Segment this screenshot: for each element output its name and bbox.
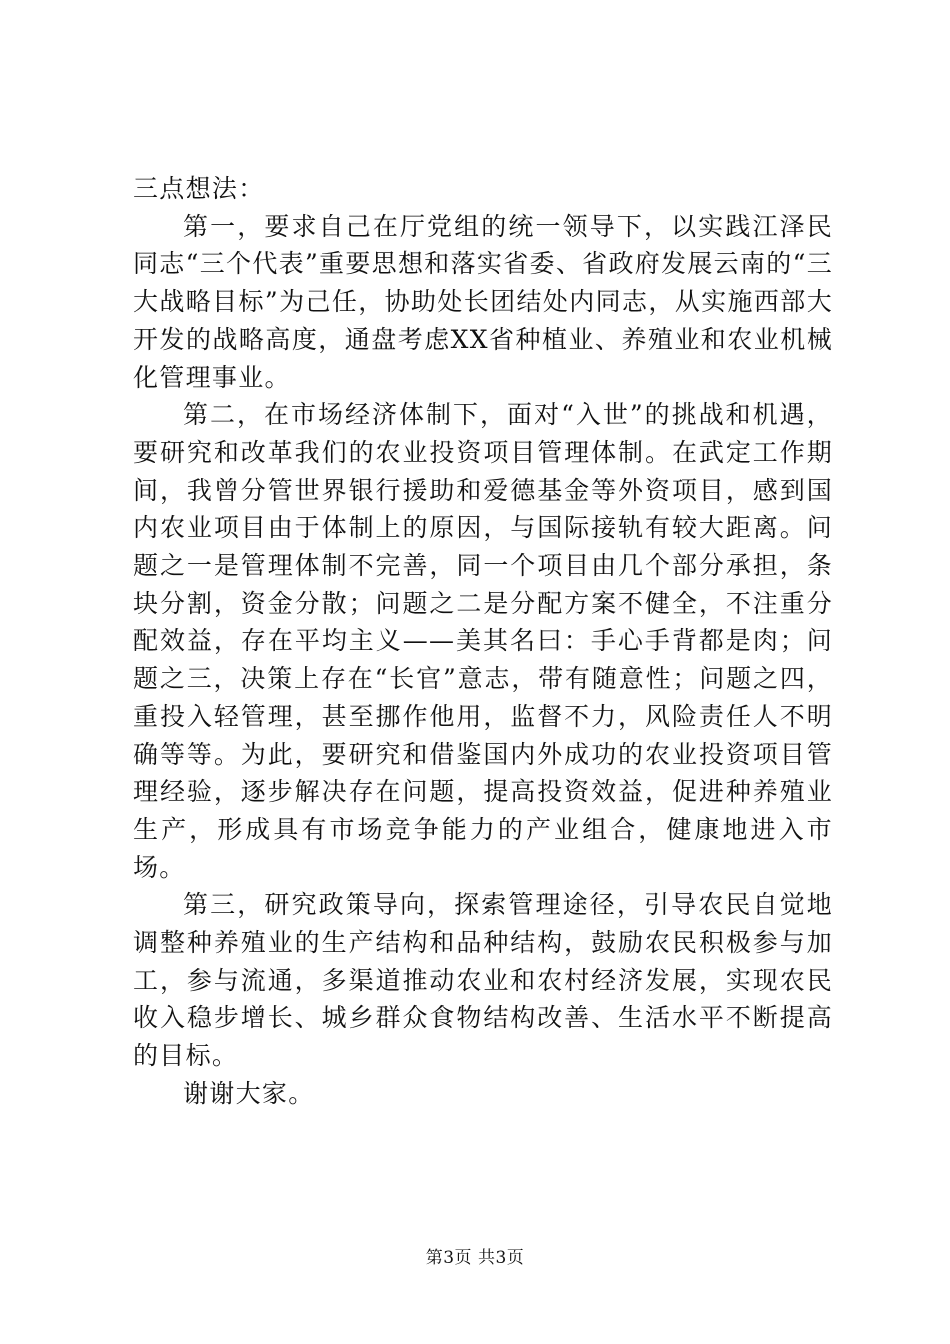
paragraph-first: 第一，要求自己在厅党组的统一领导下，以实践江泽民同志“三个代表”重要思想和落实省委、省政府发展云南的“三大战略目标”为己任，协助处长团结处内同志，从实施西部大开发的战略高度，通盘考虑XX省种植业、养殖业和农业机械化管理事业。	[133, 211, 833, 392]
closing-thanks: 谢谢大家。	[183, 1078, 315, 1108]
paragraph-second: 第二，在市场经济体制下，面对“入世”的挑战和机遇，要研究和改革我们的农业投资项目管理体制。在武定工作期间，我曾分管世界银行援助和爱德基金等外资项目，感到国内农业项目由于体制上的原因，与国际接轨有较大距离。问题之一是管理体制不完善，同一个项目由几个部分承担，条块分割，资金分散；问题之二是分配方案不健全，不注重分配效益，存在平均主义——美其名曰：手心手背都是肉；问题之三，决策上存在“长官”意志，带有随意性；问题之四，重投入轻管理，甚至挪作他用，监督不力，风险责任人不明确等等。为此，要研究和借鉴国内外成功的农业投资项目管理经验，逐步解决存在问题，提高投资效益，促进种养殖业生产，形成具有市场竞争能力的产业组合，健康地进入市场。	[133, 400, 833, 882]
section-heading: 三点想法：	[133, 174, 265, 203]
document-body	[133, 170, 833, 1113]
page-footer: 第3页 共3页	[425, 1248, 525, 1268]
paragraph-third: 第三，研究政策导向，探索管理途径，引导农民自觉地调整种养殖业的生产结构和品种结构，鼓励农民积极参与加工，参与流通，多渠道推动农业和农村经济发展，实现农民收入稳步增长、城乡群众食物结构改善、生活水平不断提高的目标。	[133, 890, 833, 1071]
